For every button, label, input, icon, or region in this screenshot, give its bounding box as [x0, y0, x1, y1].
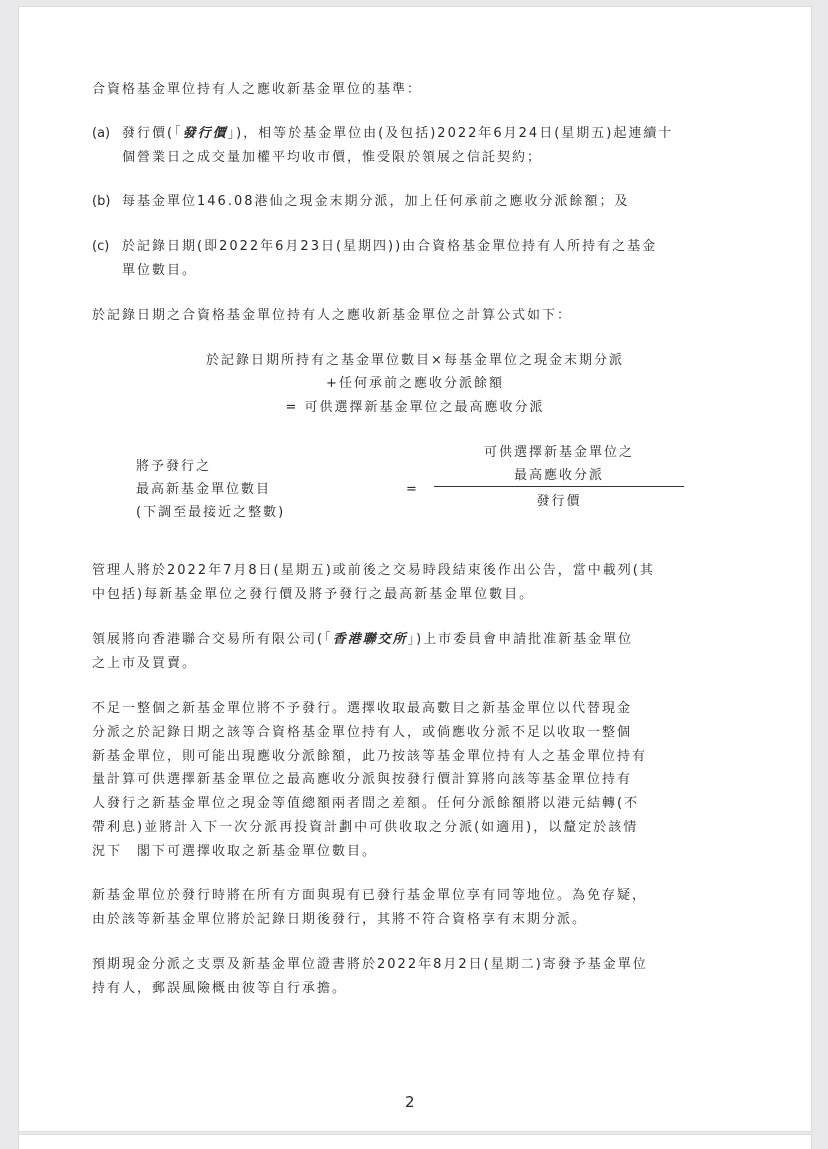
formula-line2: +任何承前之應收分派餘額 — [326, 376, 504, 391]
fraction-denominator: 發行價 — [536, 494, 582, 509]
fraction-numerator-line2: 最高應收分派 — [513, 468, 604, 483]
rank-para-line1: 新基金單位於發行時將在所有方面與現有已發行基金單位享有同等地位。為免存疑， — [92, 888, 648, 903]
fraction-para-line1: 不足一整個之新基金單位將不予發行。選擇收取最高數目之新基金單位以代替現金 — [92, 701, 633, 716]
listing-para-line2: 之上市及買賣。 — [92, 656, 198, 671]
dispatch-para-line1: 預期現金分派之支票及新基金單位證書將於2022年8月2日(星期二)寄發予基金單位 — [92, 957, 648, 972]
rank-para-line2: 由於該等新基金單位將於記錄日期後發行，其將不符合資格享有末期分派。 — [92, 912, 588, 927]
formula-intro: 於記錄日期之合資格基金單位持有人之應收新基金單位之計算公式如下： — [92, 308, 573, 323]
item-c-line2: 單位數目。 — [122, 263, 198, 278]
item-c-label: (c) — [92, 239, 110, 254]
item-a-line2: 個營業日之成交量加權平均收市價，惟受限於領展之信託契約； — [122, 150, 543, 165]
next-page-edge — [18, 1134, 812, 1149]
fraction-para-line5: 人發行之新基金單位之現金等值總額兩者間之差額。任何分派餘額將以港元結轉(不 — [92, 796, 640, 811]
listing-para-line1: 領展將向香港聯合交易所有限公司(「香港聯交所」)上市委員會申請批准新基金單位 — [92, 632, 634, 647]
item-b-line1: 每基金單位146.08港仙之現金末期分派，加上任何承前之應收分派餘額；及 — [122, 194, 630, 209]
fraction-equals: = — [406, 482, 419, 497]
formula-line1: 於記錄日期所持有之基金單位數目×每基金單位之現金末期分派 — [206, 353, 624, 368]
term-hkex: 香港聯交所 — [332, 632, 408, 647]
item-c-line1: 於記錄日期(即2022年6月23日(星期四))由合資格基金單位持有人所持有之基金 — [122, 239, 658, 254]
fraction-numerator-line1: 可供選擇新基金單位之 — [483, 445, 634, 460]
item-a-label: (a) — [92, 126, 111, 141]
fraction-left-line1: 將予發行之 — [136, 459, 212, 474]
formula-line3: = 可供選擇新基金單位之最高應收分派 — [285, 400, 545, 415]
fraction-left-line2: 最高新基金單位數目 — [136, 482, 272, 497]
fraction-left-line3: (下調至最接近之整數) — [136, 505, 286, 520]
fraction-para-line7: 況下 閣下可選擇收取之新基金單位數目。 — [92, 844, 378, 859]
dispatch-para-line2: 持有人，郵誤風險概由彼等自行承擔。 — [92, 981, 348, 996]
intro-text: 合資格基金單位持有人之應收新基金單位的基準： — [92, 82, 423, 97]
fraction-para-line6: 帶利息)並將計入下一次分派再投資計劃中可供收取之分派(如適用)，以釐定於該情 — [92, 820, 639, 835]
fraction-para-line4: 量計算可供選擇新基金單位之最高應收分派與按發行價計算將向該等基金單位持有 — [92, 772, 633, 787]
term-issue-price: 發行價 — [182, 126, 228, 141]
fraction-bar — [434, 486, 684, 487]
fraction-para-line3: 新基金單位，則可能出現應收分派餘額，此乃按該等基金單位持有人之基金單位持有 — [92, 749, 648, 764]
item-b-label: (b) — [92, 194, 111, 209]
announcement-para-line1: 管理人將於2022年7月8日(星期五)或前後之交易時段結束後作出公告，當中載列(其 — [92, 563, 655, 578]
announcement-para-line2: 中包括)每新基金單位之發行價及將予發行之最高新基金單位數目。 — [92, 587, 535, 602]
page-number: 2 — [405, 1093, 415, 1111]
item-a-line1: 發行價(「發行價」)，相等於基金單位由(及包括)2022年6月24日(星期五)起連續十 — [122, 126, 674, 141]
fraction-para-line2: 分派之於記錄日期之該等合資格基金單位持有人，或倘應收分派不足以收取一整個 — [92, 725, 633, 740]
